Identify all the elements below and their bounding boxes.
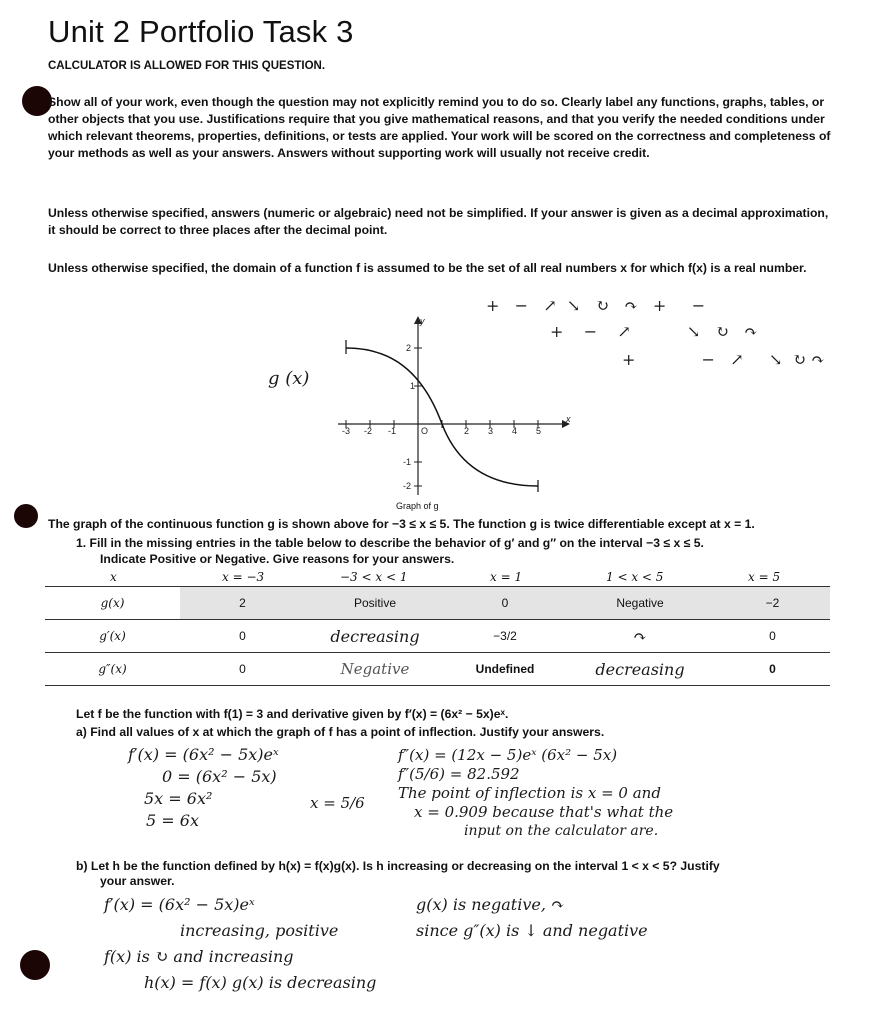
table-cell-handwritten: decreasing — [305, 620, 445, 653]
row-label: g(x) — [45, 587, 180, 620]
table-cell: 0 — [180, 620, 305, 653]
table-cell: Undefined — [445, 653, 565, 686]
table-header: 1 < x < 5 — [606, 570, 664, 584]
table-header: x = 1 — [490, 570, 523, 584]
part2-b: b) Let h be the function defined by h(x) = f(x)g(x). Is h increasing or decreasing on the interval 1 < x < 5? Justify — [76, 859, 720, 873]
work-a-right: f″(x) = (12x − 5)eˣ (6x² − 5x) f″(5/6) = 82.592 The point of inflection is x = 0 and x = 0.909 because that's what the input on the calculator are. — [398, 746, 674, 839]
x-tick-label: O — [421, 426, 429, 436]
behavior-table — [45, 586, 830, 686]
graph-caption: Graph of g — [396, 501, 439, 511]
work-b-right: g(x) is negative, ↷ since g″(x) is ↓ and negative — [416, 895, 648, 940]
x-tick-label: -1 — [388, 426, 397, 436]
instructions-domain: Unless otherwise specified, the domain of a function f is assumed to be the set of all real numbers x for which f(x) is a real number. — [48, 261, 807, 275]
x-axis-label: x — [566, 414, 571, 424]
question-1-reasons: Indicate Positive or Negative. Give reasons for your answers. — [100, 552, 455, 566]
row-label: g′(x) — [45, 620, 180, 653]
instructions-work: Show all of your work, even though the question may not explicitly remind you to do so. Clearly label any functions, graphs, tables, or other objects that you use. Justifications require that you give mathematical reasons, and that you verify the needed conditions under which relevant theorems, properties, definitions, or tests are applied. Your work will be scored on the correctness and completeness of your methods as well as your answers. Answers without supporting work will usually not receive credit. — [48, 95, 831, 160]
hole-punch-bottom — [20, 950, 50, 980]
calculator-note: CALCULATOR IS ALLOWED FOR THIS QUESTION. — [48, 60, 326, 72]
curve-g — [346, 348, 538, 486]
x-tick-label: 5 — [536, 426, 542, 436]
table-row — [45, 653, 830, 686]
table-cell: Negative — [565, 587, 715, 620]
x-tick-label: 3 — [488, 426, 494, 436]
y-tick-label: -2 — [403, 481, 412, 491]
table-cell-handwritten: Negative — [305, 653, 445, 686]
table-row — [45, 620, 830, 653]
table-cell: 0 — [180, 653, 305, 686]
table-cell: Positive — [305, 587, 445, 620]
table-cell: 2 — [180, 587, 305, 620]
table-header: −3 < x < 1 — [340, 570, 408, 584]
sign-notes-row3: + − ↗ ↘ ↻ ↷ — [622, 350, 825, 369]
part2-intro: Let f be the function with f(1) = 3 and derivative given by f′(x) = (6x² − 5x)eˣ. — [76, 707, 509, 721]
question-1: 1. Fill in the missing entries in the table below to describe the behavior of g′ and g″ on the interval −3 ≤ x ≤ 5. — [76, 536, 704, 550]
table-header: x = −3 — [222, 570, 265, 584]
sign-notes-row2: + − ↗ ↘ ↻ ↷ — [550, 322, 758, 341]
y-axis-label: y — [420, 316, 425, 326]
table-cell: 0 — [715, 653, 830, 686]
x-tick-label: 4 — [512, 426, 518, 436]
row-label: g″(x) — [45, 653, 180, 686]
y-tick-label: 1 — [410, 381, 416, 391]
x-tick-label: 2 — [464, 426, 470, 436]
part2-b-cont: your answer. — [100, 874, 175, 888]
hole-punch-middle — [14, 504, 38, 528]
table-cell: 0 — [445, 587, 565, 620]
table-header: x = 5 — [748, 570, 781, 584]
y-tick-label: 2 — [406, 343, 412, 353]
x-tick-label: -3 — [342, 426, 351, 436]
table-cell-handwritten: ↷ — [565, 620, 715, 653]
instructions-decimal: Unless otherwise specified, answers (numeric or algebraic) need not be simplified. If your answer is given as a decimal approximation, it should be correct to three places after the decimal point. — [48, 206, 829, 237]
graph-function-label: g (x) — [268, 368, 310, 389]
page-title: Unit 2 Portfolio Task 3 — [48, 14, 354, 49]
table-header: x — [110, 570, 117, 584]
x-tick-label: -2 — [364, 426, 373, 436]
table-cell: −2 — [715, 587, 830, 620]
table-cell-handwritten: decreasing — [565, 653, 715, 686]
work-a-answer: x = 5/6 — [310, 794, 365, 812]
part2-a: a) Find all values of x at which the graph of f has a point of inflection. Justify your answers. — [76, 725, 605, 739]
work-b-left: f′(x) = (6x² − 5x)eˣ increasing, positive f(x) is ↻ and increasing h(x) = f(x) g(x) is decreasing — [104, 895, 377, 992]
y-tick-label: -1 — [403, 457, 412, 467]
table-cell: 0 — [715, 620, 830, 653]
work-a-left: f′(x) = (6x² − 5x)eˣ 0 = (6x² − 5x) 5x = 6x² 5 = 6x — [128, 745, 279, 830]
table-row — [45, 587, 830, 620]
sign-notes-row1: + − ↗ ↘ ↻ ↷ + − — [486, 296, 706, 315]
table-cell: −3/2 — [445, 620, 565, 653]
question-intro: The graph of the continuous function g is shown above for −3 ≤ x ≤ 5. The function g is twice differentiable except at x = 1. — [48, 517, 755, 531]
